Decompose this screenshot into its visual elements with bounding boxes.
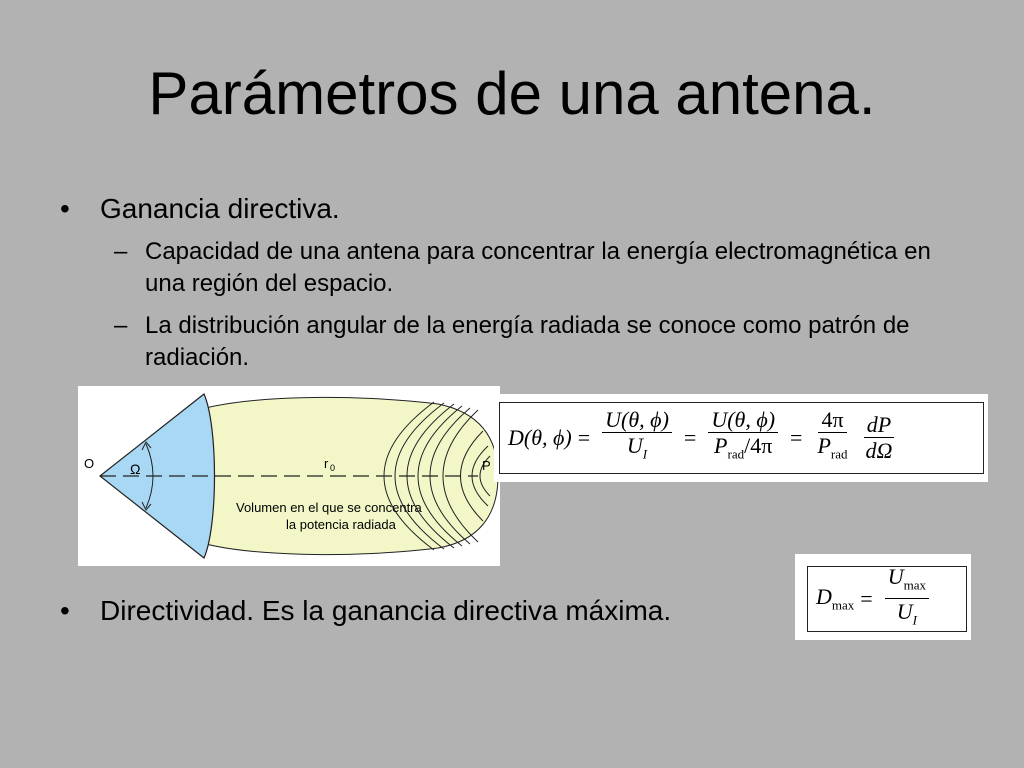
max-formula-lhs-sub: max: [831, 597, 855, 613]
bullet-marker: •: [60, 193, 70, 224]
fraction-3: [814, 408, 850, 467]
sub-bullet-capacity-text: Capacidad de una antena para concentrar la energía electromagnética en una región del espacio.: [145, 238, 931, 297]
fraction-2: [708, 408, 778, 467]
sub-bullet-pattern: [114, 310, 944, 374]
directive-gain-formula: [499, 402, 984, 474]
label-radius-sub: 0: [330, 463, 336, 473]
fraction-3-numerator: 4π: [818, 408, 846, 433]
equals-sign: =: [790, 425, 803, 450]
max-fraction-denominator: U: [896, 598, 913, 624]
bullet-gain: [60, 192, 340, 226]
fraction-2-denominator-tail: /4π: [744, 433, 773, 459]
sub-bullet-pattern-text: La distribución angular de la energía radiada se conoce como patrón de radiación.: [145, 312, 910, 371]
equals-sign: =: [683, 425, 697, 450]
fraction-1-denominator: U: [626, 433, 643, 459]
fraction-1: [602, 408, 672, 467]
max-fraction: [885, 565, 929, 633]
max-directivity-formula-box: [795, 554, 971, 640]
label-point: P: [482, 458, 491, 473]
label-origin: O: [84, 456, 95, 471]
max-fraction-denominator-sub: I: [912, 611, 917, 627]
max-fraction-numerator-sub: max: [903, 577, 926, 593]
radiation-pattern-svg: [78, 386, 500, 566]
fraction-4-numerator: dP: [864, 413, 894, 438]
equals-sign: =: [860, 586, 873, 611]
label-radius: r: [324, 456, 329, 471]
fraction-4: [863, 413, 896, 464]
bullet-directivity: [60, 594, 671, 628]
fraction-4-denominator: dΩ: [865, 437, 893, 463]
max-fraction-numerator: U: [887, 564, 904, 590]
formula-lhs: D(θ, ϕ): [508, 425, 572, 450]
slide-title: Parámetros de una antena.: [148, 60, 876, 127]
fraction-2-denominator-sub: rad: [727, 446, 745, 462]
fraction-3-denominator-sub: rad: [830, 446, 848, 462]
radiation-pattern-diagram: [78, 386, 500, 566]
bullet-directivity-text: Directividad. Es la ganancia directiva máxima.: [100, 595, 672, 626]
sub-bullet-capacity: [114, 236, 944, 300]
fraction-2-numerator: U(θ, ϕ): [708, 408, 778, 433]
directive-gain-formula-box: [494, 394, 988, 482]
equals-sign: =: [577, 425, 591, 450]
caption-line-2: la potencia radiada: [286, 517, 396, 532]
bullet-marker: •: [60, 595, 70, 626]
fraction-2-denominator: P: [714, 433, 728, 459]
fraction-1-numerator: U(θ, ϕ): [602, 408, 672, 433]
fraction-3-denominator: P: [817, 433, 831, 459]
bullet-gain-text: Ganancia directiva.: [100, 193, 340, 224]
max-formula-lhs: D: [816, 584, 832, 610]
sub-bullet-marker: –: [114, 238, 128, 265]
label-solid-angle: Ω: [130, 461, 141, 477]
max-directivity-formula: [807, 566, 967, 632]
fraction-1-denominator-sub: I: [642, 446, 648, 462]
caption-line-1: Volumen en el que se concentra: [236, 500, 422, 515]
sub-bullet-marker: –: [114, 312, 128, 339]
